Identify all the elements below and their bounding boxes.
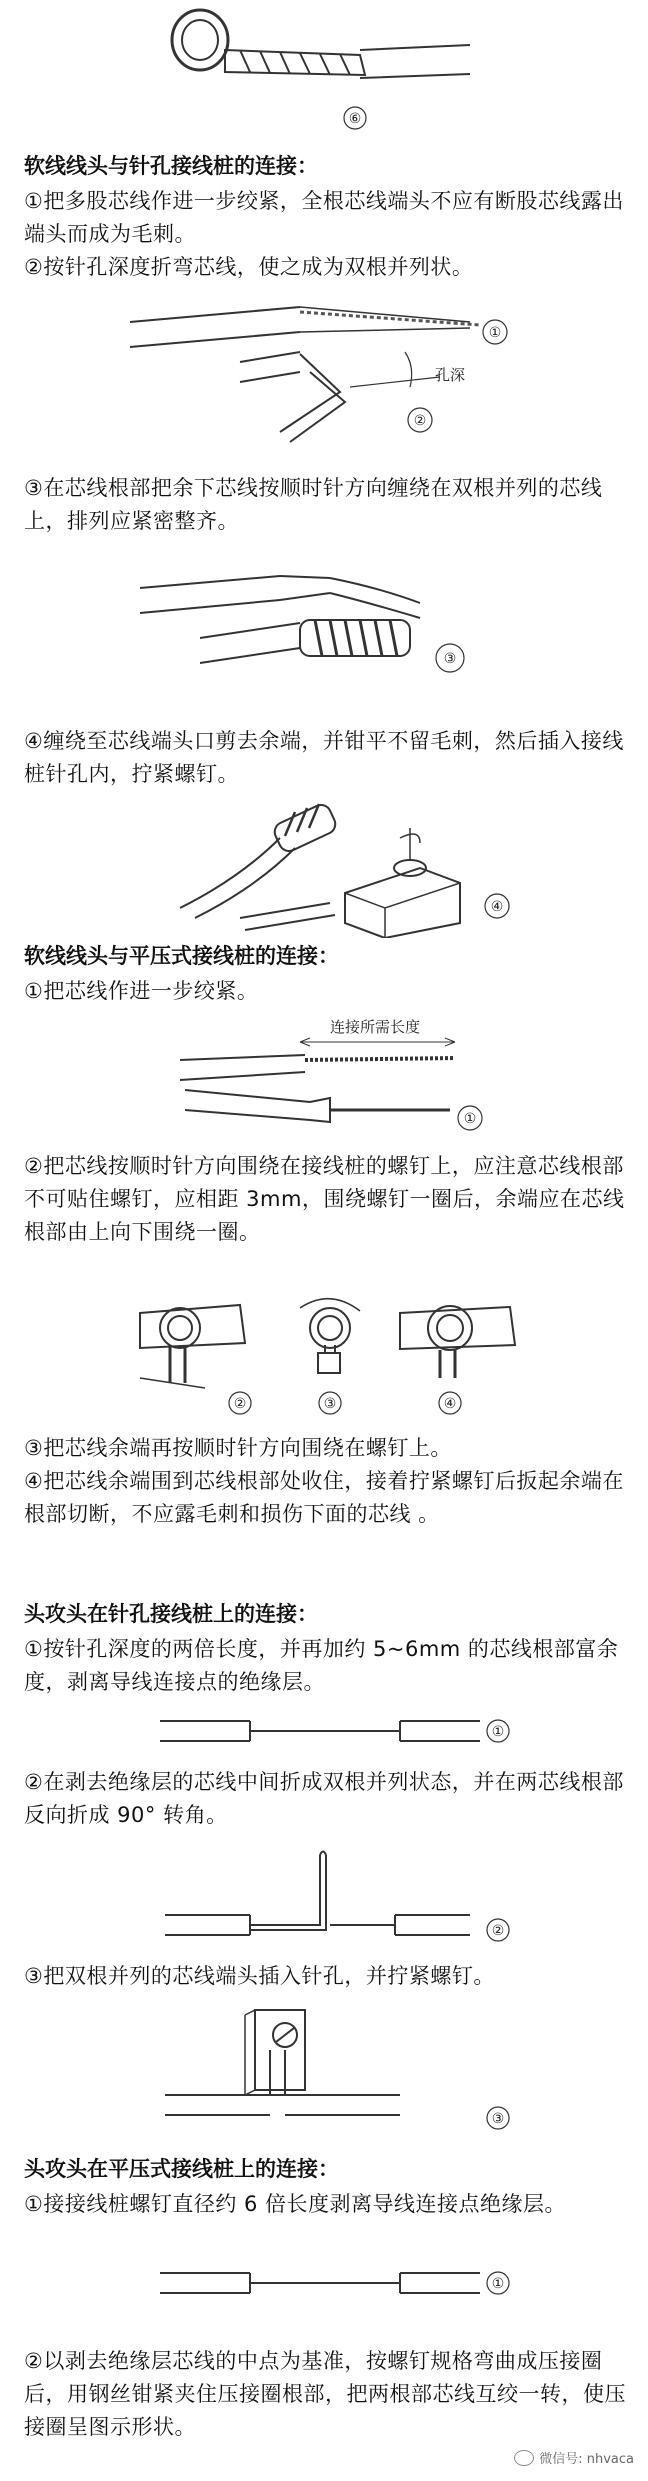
figure-winding [0,548,648,718]
fig-e-label-2: ② [233,1396,247,1412]
fig-d-length-label: 连接所需长度 [330,1018,421,1036]
fig-c-label: ④ [490,899,504,915]
figure-loop-wire [0,0,648,140]
fig-d-label-1: ① [463,1111,477,1127]
s4-step-1: ①接接线桩螺钉直径约 6 倍长度剥离导线连接点绝缘层。 [24,2192,567,2216]
s3-step-1: ①按针孔深度的两倍长度，并再加约 5~6mm 的芯线根部富余度，剥离导线连接点的绝缘层。 [24,1637,619,1694]
s4-step-2: ②以剥去绝缘层芯线的中点为基准，按螺钉规格弯曲成压接圈后，用钢丝钳紧夹住压接圈根部，把两根部芯线互绞一转，使压接圈呈图示形状。 [24,2349,626,2439]
s3-step-3: ③把双根并列的芯线端头插入针孔，并拧紧螺钉。 [24,1964,495,1988]
s1-step-3: ③在芯线根部把余下芯线按顺时针方向缠绕在双根并列的芯线上，排列应紧密整齐。 [24,476,603,533]
section-2-title: 软线线头与平压式接线桩的连接： [24,944,339,968]
section-1-title: 软线线头与针孔接线桩的连接： [24,154,318,178]
fig-a-label-1: ① [488,325,502,341]
fig-e-label-3: ③ [323,1396,337,1412]
fig-g-label-2: ② [491,1923,505,1939]
s1-step-4: ④缠绕至芯线端头口剪去余端，并钳平不留毛刺，然后插入接线桩针孔内，拧紧螺钉。 [24,729,624,786]
figure-terminal-insert [0,798,648,938]
figure-bend-depth [0,292,648,462]
s1-step-1: ①把多股芯线作进一步绞紧，全根芯线端头不应有断股芯线露出端头而成为毛刺。 [24,189,624,246]
s2-step-2: ②把芯线按顺时针方向围绕在接线桩的螺钉上，应注意芯线根部不可贴住螺钉，应相距 3mm，围绕螺钉一圈后，余端应在芯线根部由上向下围绕一圈。 [24,1154,625,1244]
section-3-title: 头攻头在针孔接线桩上的连接： [24,1602,318,1626]
fig-f-label-1: ① [491,1724,505,1740]
s1-step-2: ②按针孔深度折弯芯线，使之成为双根并列状。 [24,255,474,279]
fig-a-label-2: ② [413,413,427,429]
fig-h-label-3: ③ [491,2111,505,2127]
fig-i-label-1: ① [491,2276,505,2292]
figure-stripped-wire-2 [0,2258,648,2308]
fig-top-label: ⑥ [348,111,362,127]
figure-stripped-wire-1 [0,1706,648,1756]
figure-t-fold [0,1840,648,1950]
s3-step-2: ②在剥去绝缘层的芯线中间折成双根并列状态，并在两芯线根部反向折成 90° 转角。 [24,1770,624,1827]
s2-step-1: ①把芯线作进一步绞紧。 [24,979,259,1003]
wechat-icon [514,2450,534,2466]
fig-b-label: ③ [443,651,457,667]
watermark-text: 微信号: nhvaca [539,2452,634,2467]
s2-step-3: ③把芯线余端再按顺时针方向围绕在螺钉上。 [24,1436,452,1460]
figure-screw-loops [0,1283,648,1423]
watermark [514,2448,634,2467]
section-4-title: 头攻头在平压式接线桩上的连接： [24,2157,339,2181]
fig-a-depth: 孔深 [435,366,466,384]
figure-connection-length [0,1010,648,1145]
figure-pin-terminal [0,2000,648,2140]
s2-step-4: ④把芯线余端围到芯线根部处收住，接着拧紧螺钉后扳起余端在根部切断，不应露毛刺和损伤下面的芯线 。 [24,1469,624,1526]
fig-e-label-4: ④ [443,1396,457,1412]
